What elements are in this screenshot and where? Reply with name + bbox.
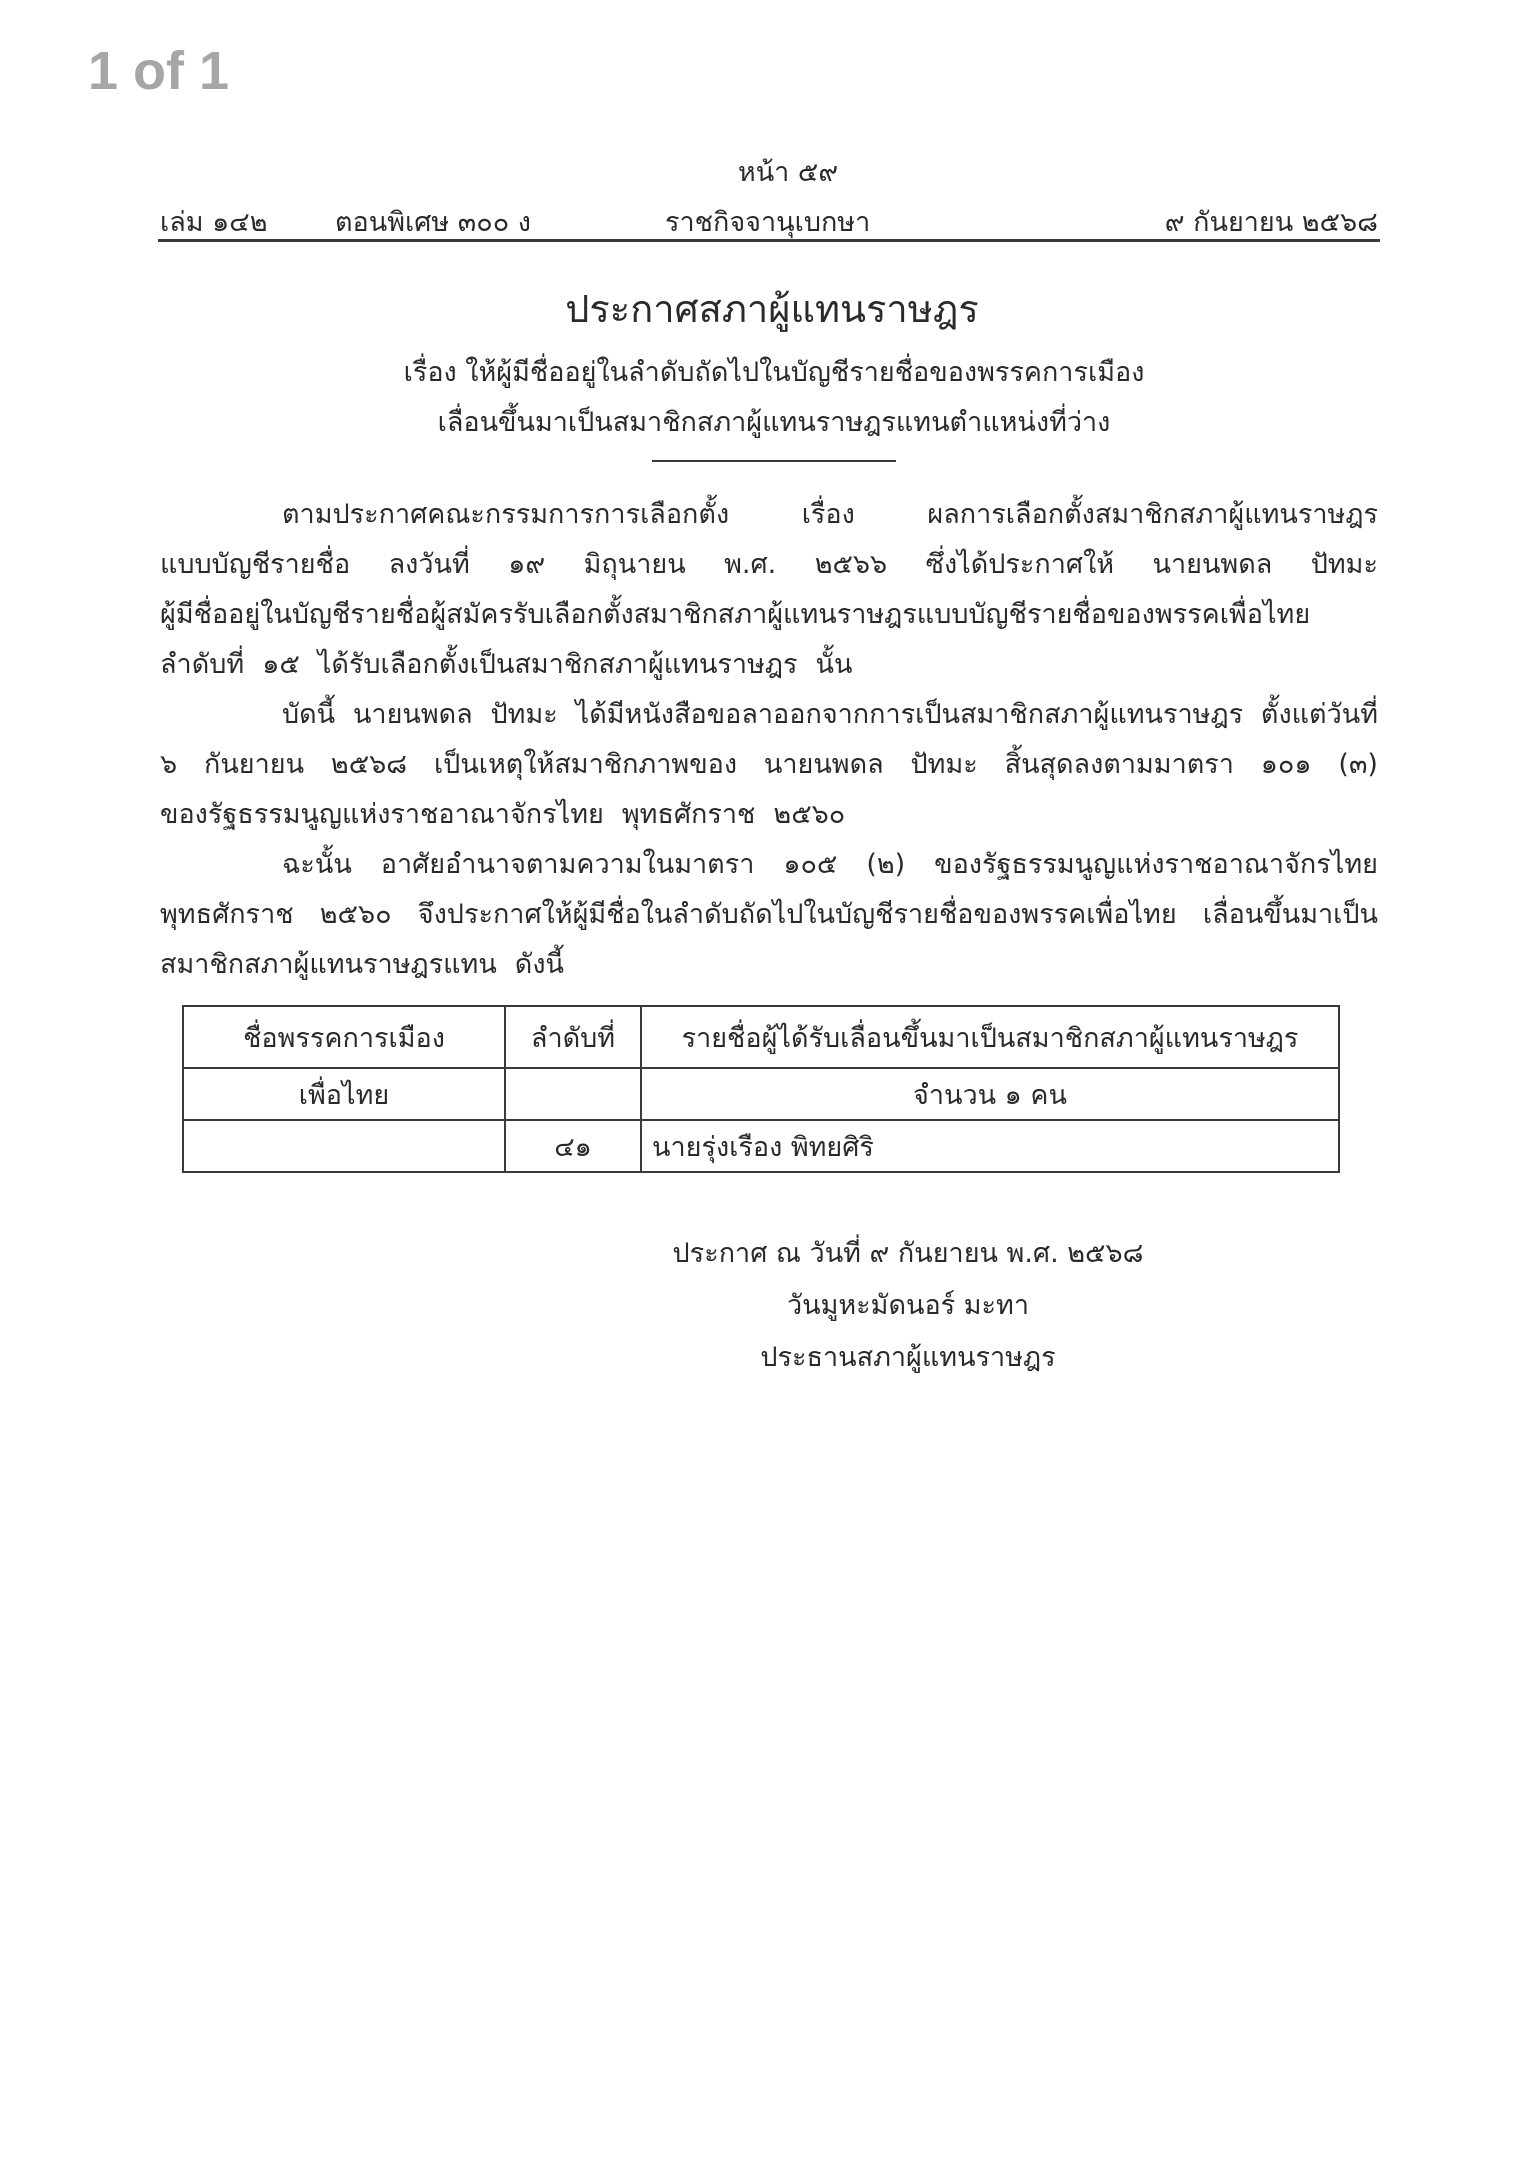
signature-block bbox=[140, 1228, 1536, 1384]
body-line: พุทธศักราช ๒๕๖๐ จึงประกาศให้ผู้มีชื่อในลำดับถัดไปในบัญชีรายชื่อของพรรคเพื่อไทย เลื่อนขึ้นมาเป็น bbox=[160, 899, 1378, 930]
body-line: สมาชิกสภาผู้แทนราษฎรแทน ดังนี้ bbox=[160, 949, 564, 980]
body-line: ลำดับที่ ๑๕ ได้รับเลือกตั้งเป็นสมาชิกสภาผู้แทนราษฎร นั้น bbox=[160, 649, 853, 680]
body-line: ผู้มีชื่ออยู่ในบัญชีรายชื่อผู้สมัครรับเลือกตั้งสมาชิกสภาผู้แทนราษฎรแบบบัญชีรายชื่อของพรรคเพื่อไทย bbox=[160, 599, 1311, 630]
body-line: ฉะนั้น อาศัยอำนาจตามความในมาตรา ๑๐๕ (๒) ของรัฐธรรมนูญแห่งราชอาณาจักรไทย bbox=[282, 849, 1378, 880]
body-line: ๖ กันยายน ๒๕๖๘ เป็นเหตุให้สมาชิกภาพของ นายนพดล ปัทมะ สิ้นสุดลงตามมาตรา ๑๐๑ (๓) bbox=[160, 749, 1378, 780]
header-date: ๙ กันยายน ๒๕๖๘ bbox=[1164, 207, 1378, 238]
document-body bbox=[160, 490, 1378, 990]
promoted-members-table bbox=[182, 1005, 1340, 1173]
title-divider bbox=[652, 460, 896, 462]
page-counter: 1 of 1 bbox=[88, 41, 230, 101]
header-rank: ลำดับที่ bbox=[505, 1006, 641, 1068]
subject-line: เลื่อนขึ้นมาเป็นสมาชิกสภาผู้แทนราษฎรแทนตำแหน่งที่ว่าง bbox=[437, 407, 1111, 438]
body-line: ตามประกาศคณะกรรมการการเลือกตั้ง เรื่อง ผลการเลือกตั้งสมาชิกสภาผู้แทนราษฎร bbox=[282, 499, 1378, 530]
header-page-number: หน้า ๕๙ bbox=[737, 157, 839, 188]
body-line: แบบบัญชีรายชื่อ ลงวันที่ ๑๙ มิถุนายน พ.ศ. ๒๕๖๖ ซึ่งได้ประกาศให้ นายนพดล ปัทมะ bbox=[160, 549, 1378, 580]
cell-count: จำนวน ๑ คน bbox=[641, 1068, 1339, 1120]
body-line: บัดนี้ นายนพดล ปัทมะ ได้มีหนังสือขอลาออกจากการเป็นสมาชิกสภาผู้แทนราษฎร ตั้งแต่วันที่ bbox=[282, 699, 1378, 730]
header-issue: ตอนพิเศษ ๓๐๐ ง bbox=[335, 207, 531, 238]
signatory-position: ประธานสภาผู้แทนราษฎร bbox=[760, 1342, 1056, 1373]
header-names: รายชื่อผู้ได้รับเลื่อนขึ้นมาเป็นสมาชิกสภาผู้แทนราษฎร bbox=[641, 1006, 1339, 1068]
header-divider bbox=[158, 239, 1380, 242]
cell-party: เพื่อไทย bbox=[183, 1068, 505, 1120]
header-party: ชื่อพรรคการเมือง bbox=[183, 1006, 505, 1068]
body-line: ของรัฐธรรมนูญแห่งราชอาณาจักรไทย พุทธศักราช ๒๕๖๐ bbox=[160, 799, 846, 830]
header-volume: เล่ม ๑๔๒ bbox=[160, 207, 268, 238]
cell-party bbox=[183, 1120, 505, 1172]
table-row bbox=[183, 1120, 1339, 1172]
cell-rank bbox=[505, 1068, 641, 1120]
table-header-row bbox=[183, 1006, 1339, 1068]
document-title: ประกาศสภาผู้แทนราษฎร bbox=[565, 287, 979, 331]
document-subject bbox=[6, 348, 1536, 448]
signatory-name: วันมูหะมัดนอร์ มะทา bbox=[786, 1290, 1030, 1321]
cell-member-name: นายรุ่งเรือง พิทยศิริ bbox=[641, 1120, 1339, 1172]
cell-rank: ๔๑ bbox=[505, 1120, 641, 1172]
announcement-date: ประกาศ ณ วันที่ ๙ กันยายน พ.ศ. ๒๕๖๘ bbox=[672, 1238, 1144, 1269]
gazette-header bbox=[160, 200, 1378, 236]
header-gazette-name: ราชกิจจานุเบกษา bbox=[665, 207, 871, 238]
subject-line: เรื่อง ให้ผู้มีชื่ออยู่ในลำดับถัดไปในบัญชีรายชื่อของพรรคการเมือง bbox=[403, 357, 1145, 388]
table-row bbox=[183, 1068, 1339, 1120]
